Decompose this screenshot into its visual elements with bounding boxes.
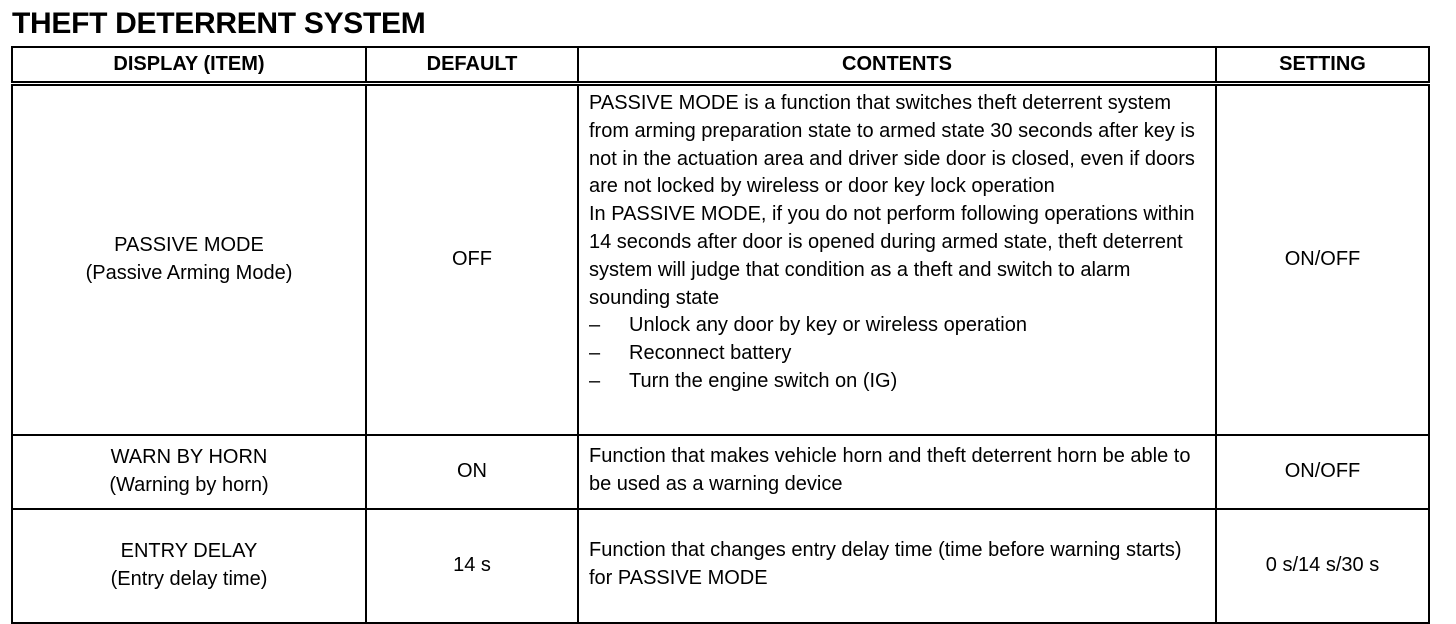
table-row <box>12 84 1429 436</box>
display-item-name: PASSIVE MODE <box>114 234 264 257</box>
header-setting: SETTING <box>1216 47 1429 84</box>
contents-paragraph: Function that changes entry delay time (time before warning starts) for PASSIVE MODE <box>589 539 1182 589</box>
setting-value: ON/OFF <box>1216 84 1429 436</box>
default-value: ON <box>366 435 578 509</box>
setting-value: ON/OFF <box>1216 435 1429 509</box>
display-item-subtitle: (Passive Arming Mode) <box>85 262 293 284</box>
header-default: DEFAULT <box>366 47 578 84</box>
header-display-item: DISPLAY (ITEM) <box>12 47 366 84</box>
contents-paragraph: PASSIVE MODE is a function that switches theft deterrent system from arming preparation state to armed state 30 seconds after key is not in the actuation area and driver side door is closed, even if doors are not locked by wireless or door key lock operation <box>589 92 1195 198</box>
contents-paragraph: In PASSIVE MODE, if you do not perform following operations within 14 seconds after door is opened during armed state, theft deterrent system will judge that condition as a theft and switch to alarm sounding state <box>589 203 1195 309</box>
table-row <box>12 435 1429 509</box>
display-item-cell <box>12 84 366 436</box>
operation-list <box>589 312 1205 395</box>
contents-cell <box>578 435 1216 509</box>
display-item-cell <box>12 509 366 623</box>
list-item-text: Turn the engine switch on (IG) <box>629 369 898 392</box>
display-item-subtitle: (Entry delay time) <box>110 568 268 590</box>
display-item-cell <box>12 435 366 509</box>
settings-table <box>11 46 1430 624</box>
dash-marker: – <box>589 342 601 365</box>
default-value: 14 s <box>366 509 578 623</box>
list-item <box>589 340 1205 368</box>
header-contents: CONTENTS <box>578 47 1216 84</box>
table-row <box>12 509 1429 623</box>
display-item-subtitle: (Warning by horn) <box>109 474 269 496</box>
setting-value: 0 s/14 s/30 s <box>1216 509 1429 623</box>
list-item <box>589 368 1205 396</box>
dash-marker: – <box>589 314 601 337</box>
list-item-text: Reconnect battery <box>629 342 792 365</box>
list-item-text: Unlock any door by key or wireless operation <box>629 314 1027 337</box>
list-item <box>589 312 1205 340</box>
table-header-row <box>12 47 1429 84</box>
contents-cell <box>578 509 1216 623</box>
page-title: THEFT DETERRENT SYSTEM <box>12 7 426 40</box>
default-value: OFF <box>366 84 578 436</box>
contents-paragraph: Function that makes vehicle horn and theft deterrent horn be able to be used as a warning device <box>589 445 1191 495</box>
dash-marker: – <box>589 369 601 392</box>
contents-cell <box>578 84 1216 436</box>
display-item-name: ENTRY DELAY <box>120 540 258 563</box>
display-item-name: WARN BY HORN <box>110 446 268 469</box>
